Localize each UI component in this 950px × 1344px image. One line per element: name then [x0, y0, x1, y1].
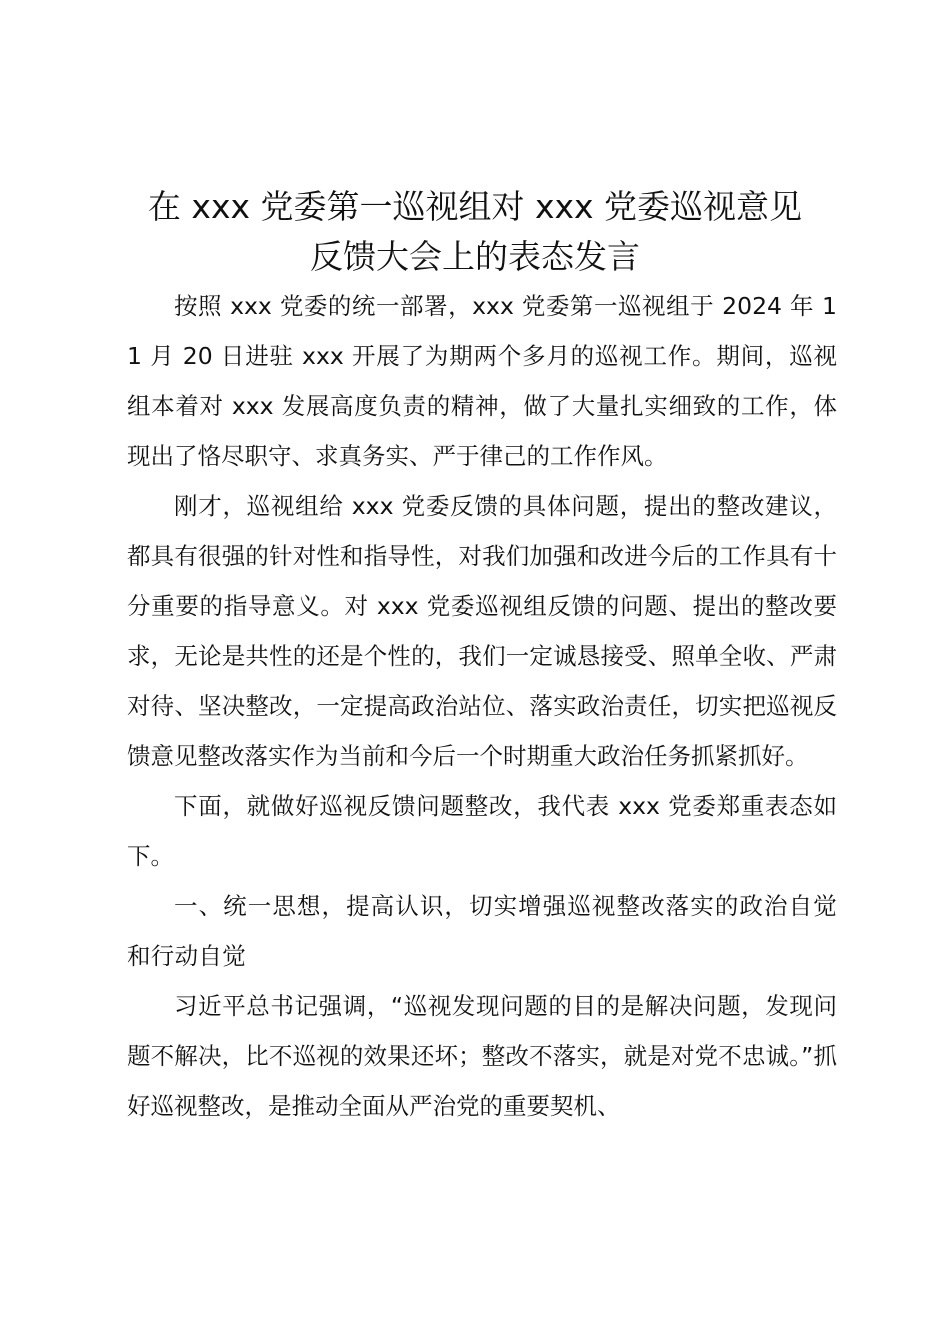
title-line-1: 在 xxx 党委第一巡视组对 xxx 党委巡视意见: [147, 187, 803, 226]
paragraph-intro: 按照 xxx 党委的统一部署，xxx 党委第一巡视组于 2024 年 11 月 20 日进驻 xxx 开展了为期两个多月的巡视工作。期间，巡视组本着对 xxx 发展高度负责的精神，做了大量扎实细致的工作，体现出了恪尽职守、求真务实、严于律己的工作作风。: [127, 292, 837, 470]
paragraph-statement: 下面，就做好巡视反馈问题整改，我代表 xxx 党委郑重表态如下。: [127, 792, 837, 870]
document-title: [110, 182, 840, 282]
paragraph-feedback: 刚才，巡视组给 xxx 党委反馈的具体问题，提出的整改建议，都具有很强的针对性和指导性，对我们加强和改进今后的工作具有十分重要的指导意义。对 xxx 党委巡视组反馈的问题、提出的整改要求，无论是共性的还是个性的，我们一定诚恳接受、照单全收、严肃对待、坚决整改，一定提高政治站位、落实政治责任，切实把巡视反馈意见整改落实作为当前和今后一个时期重大政治任务抓紧抓好。: [127, 492, 837, 770]
document-body: [127, 281, 837, 1131]
paragraph-quote: 习近平总书记强调，“巡视发现问题的目的是解决问题，发现问题不解决，比不巡视的效果还坏；整改不落实，就是对党不忠诚。”抓好巡视整改，是推动全面从严治党的重要契机、: [127, 992, 837, 1120]
section-heading-1: 一、统一思想，提高认识，切实增强巡视整改落实的政治自觉和行动自觉: [127, 892, 837, 970]
title-line-2: 反馈大会上的表态发言: [310, 237, 640, 276]
